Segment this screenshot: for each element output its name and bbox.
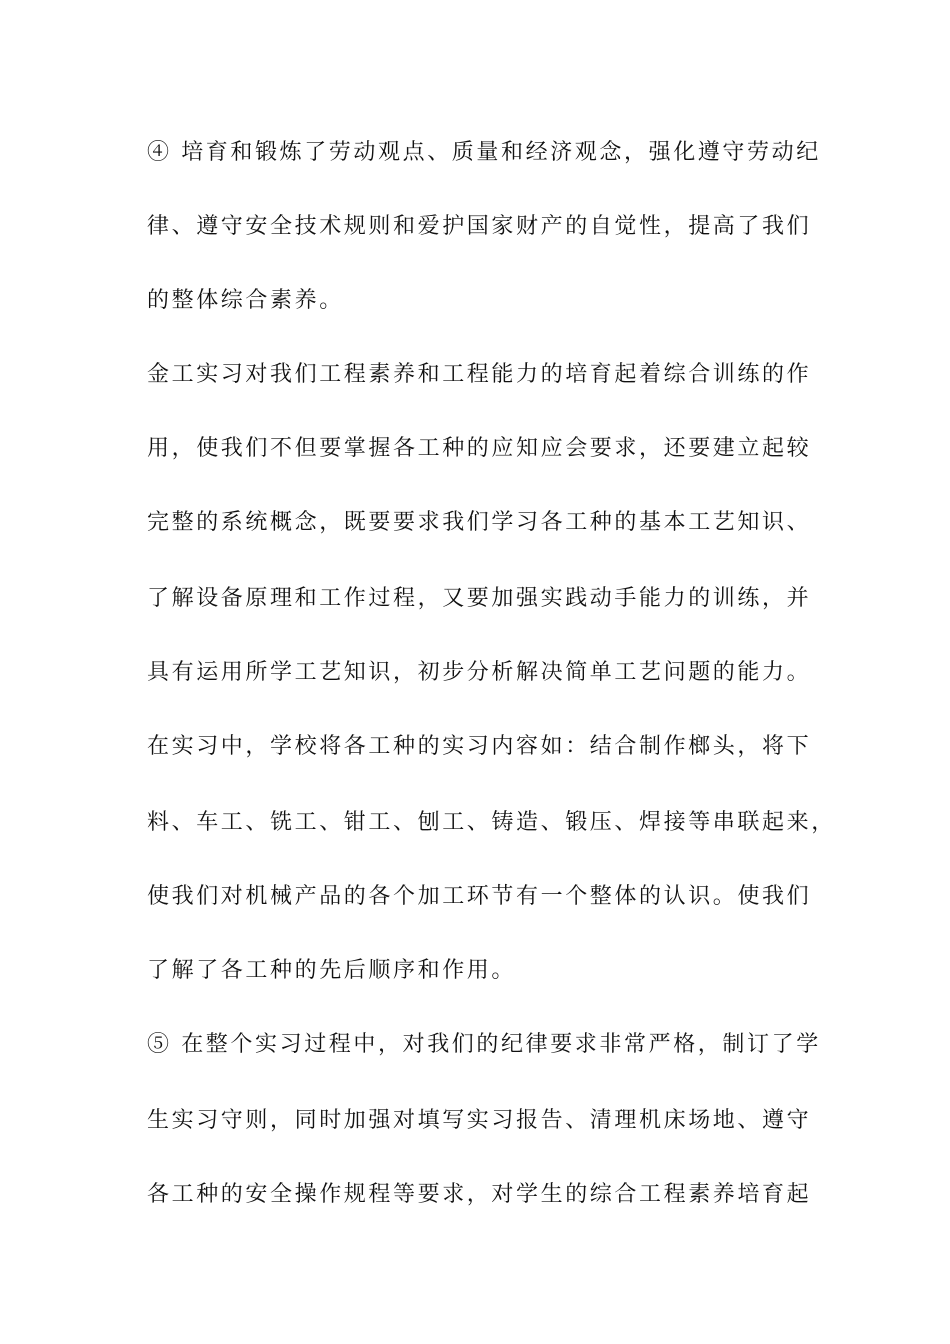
text-line: ⑤ 在整个实习过程中，对我们的纪律要求非常严格，制订了学 [147,1032,821,1057]
text-line: 具有运用所学工艺知识，初步分析解决简单工艺问题的能力。 [147,660,812,685]
text-line: 了解了各工种的先后顺序和作用。 [147,958,517,983]
text-line: 完整的系统概念，既要要求我们学习各工种的基本工艺知识、 [147,510,812,535]
text-line: 律、遵守安全技术规则和爱护国家财产的自觉性，提高了我们 [147,214,812,239]
text-line: 各工种的安全操作规程等要求，对学生的综合工程素养培育起 [147,1182,812,1207]
text-line: 用，使我们不但要掌握各工种的应知应会要求，还要建立起较 [147,436,812,461]
text-line: 金工实习对我们工程素养和工程能力的培育起着综合训练的作 [147,362,812,387]
text-line: 使我们对机械产品的各个加工环节有一个整体的认识。使我们 [147,884,812,909]
text-line: 生实习守则，同时加强对填写实习报告、清理机床场地、遵守 [147,1108,812,1133]
text-line: 了解设备原理和工作过程，又要加强实践动手能力的训练，并 [147,586,812,611]
text-line: 料、车工、铣工、钳工、刨工、铸造、锻压、焊接等串联起来， [147,810,836,835]
text-line: 的整体综合素养。 [147,288,344,313]
text-line: ④ 培育和锻炼了劳动观点、质量和经济观念，强化遵守劳动纪 [147,140,821,165]
text-line: 在实习中，学校将各工种的实习内容如：结合制作榔头，将下 [147,734,812,759]
